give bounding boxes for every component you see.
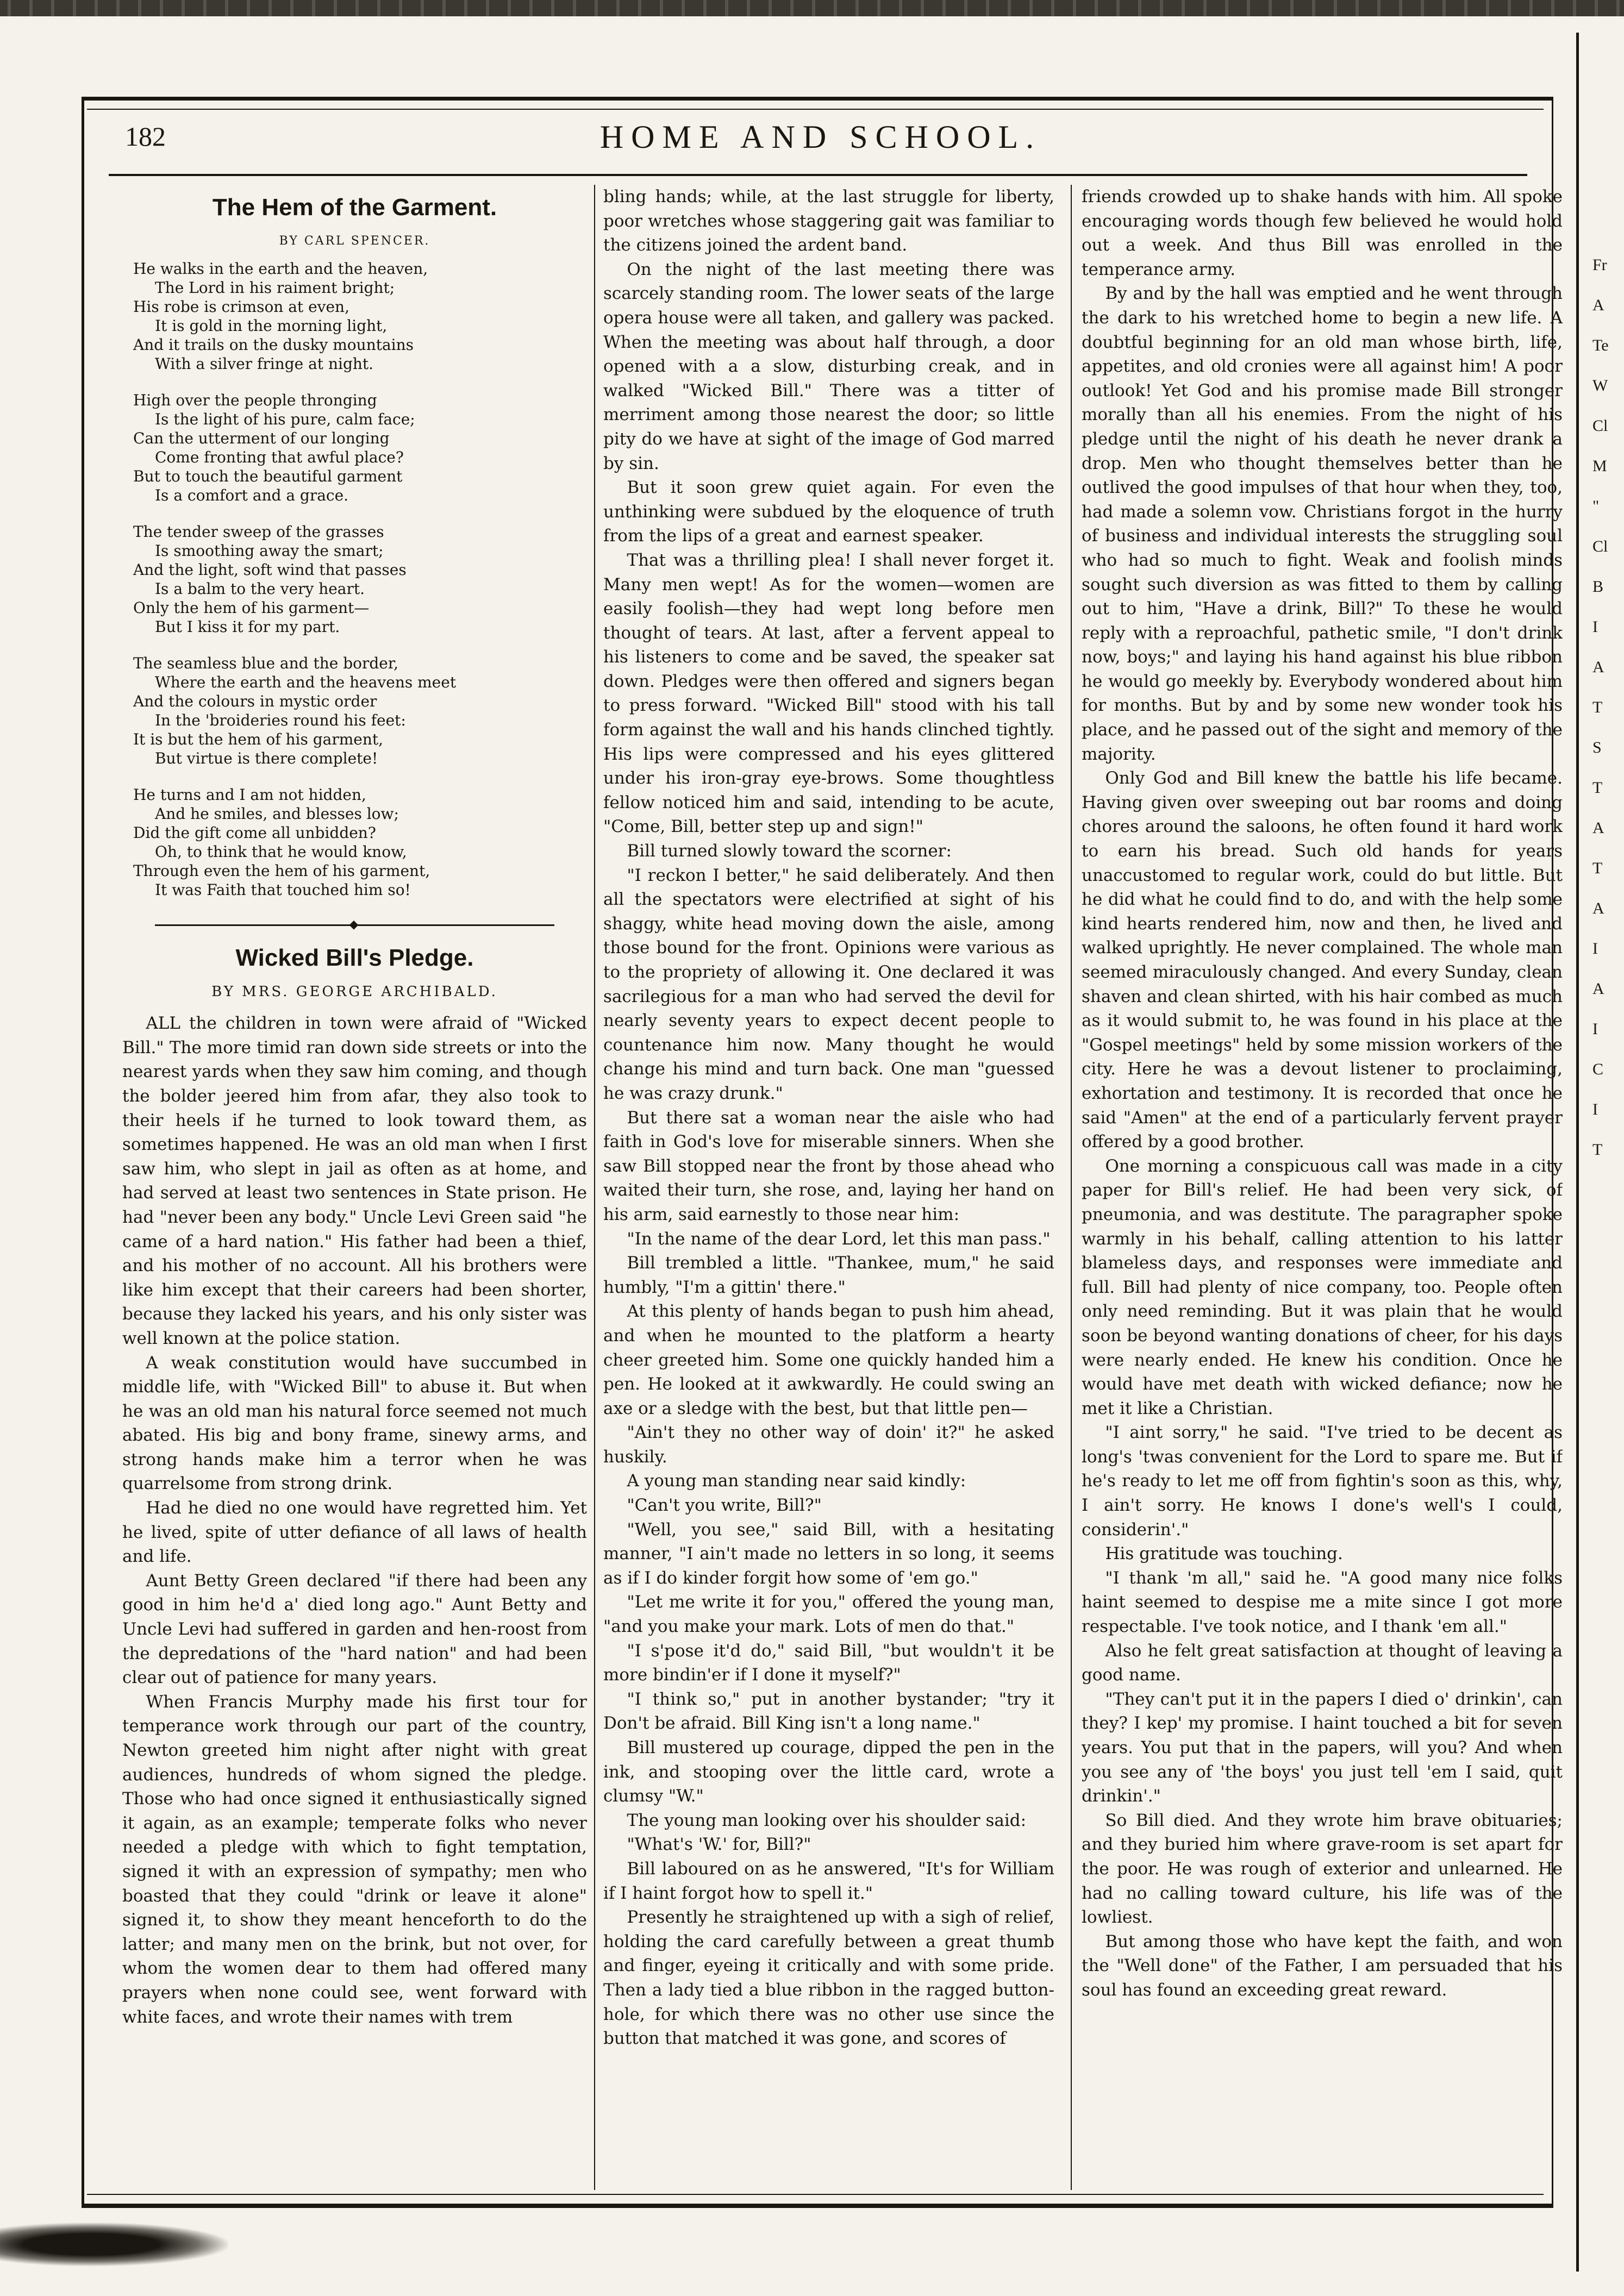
story-text-col1 xyxy=(122,1011,587,2029)
paragraph: Aunt Betty Green declared "if there had been any good in him he'd a' died long ago." Aunt Betty and Uncle Levi had suffered in garden and hen-roost from the depredations of the "hard nation" and had been clear out of patience for many years. xyxy=(122,1571,587,1688)
column-2 xyxy=(603,185,1054,2190)
paragraph: Had he died no one would have regretted him. Yet he lived, spite of utter defiance of all laws of health and life. xyxy=(122,1498,587,1567)
paragraph: "Let me write it for you," offered the young man, "and you make your mark. Lots of men do that." xyxy=(603,1592,1054,1637)
paragraph: Bill turned slowly toward the scorner: xyxy=(627,841,952,861)
poem-line: His robe is crimson at even, xyxy=(133,297,349,316)
poem-line: It is gold in the morning light, xyxy=(155,316,388,335)
poem-line: Where the earth and the heavens meet xyxy=(155,673,457,691)
poem-line: Is a balm to the very heart. xyxy=(155,579,365,598)
paragraph: "I aint sorry," he said. "I've tried to be decent as long's 'twas convenient for the Lord to spare me. But if he's ready to let me off from fightin's soon as this, why, I ain't sorry. He knows I done's well's I could, considerin'." xyxy=(1082,1423,1563,1540)
paragraph: Bill mustered up courage, dipped the pen in the ink, and stooping over the little card, wrote a clumsy "W." xyxy=(603,1738,1054,1806)
adjacent-page-text-fragment: Cl xyxy=(1592,537,1608,555)
poem-body xyxy=(122,259,587,899)
poem-stanza xyxy=(122,259,587,373)
masthead-title: HOME AND SCHOOL. xyxy=(599,119,1042,155)
paragraph: "They can't put it in the papers I died o' drinkin', can they? I kep' my promise. I haint touched a bit for seven years. You put that in the papers, will you? And when you see any of 'the boys' you just tell 'em I said, quit drinkin'." xyxy=(1082,1689,1563,1806)
paragraph: "Can't you write, Bill?" xyxy=(627,1496,822,1516)
paragraph: "Well, you see," said Bill, with a hesitating manner, "I ain't made no letters in so long, it seems as if I do kinder forgit how some of 'em go." xyxy=(603,1519,1054,1588)
adjacent-page-text-fragment: I xyxy=(1592,940,1598,958)
paragraph: "Ain't they no other way of doin' it?" he asked huskily. xyxy=(603,1423,1054,1467)
paragraph: When Francis Murphy made his first tour for temperance work through our part of the country, Newton greeted him night after night with great audiences, hundreds of whom signed the pledge. Those who had once signed it enthusiastically signed it again, as an example; temperate folks who never needed a pledge with which to fight temptation, signed it with an expression of sympathy; men who boasted that they could "drink or leave it alone" signed it, to show they meant henceforth to do the latter; and many men on the brink, but not over, for whom the women dear to them had offered many prayers when none could see, went forward with white faces, and wrote their names with trem xyxy=(122,1692,587,2027)
poem-line: It is but the hem of his garment, xyxy=(133,730,384,748)
poem-stanza xyxy=(122,522,587,636)
poem-byline: BY CARL SPENCER. xyxy=(279,234,430,248)
paragraph: On the night of the last meeting there was scarcely standing room. The lower seats of the large opera house were all taken, and gallery was packed. When the meeting was about half through, a door opened with a a slow, disturbing creak, and in walked "Wicked Bill." There was a titter of merriment among those nearest the door; so little pity do we have at sight of the image of God marred by sin. xyxy=(603,259,1054,473)
poem-line: The Lord in his raiment bright; xyxy=(155,278,395,297)
paragraph: That was a thrilling plea! I shall never forget it. Many men wept! As for the women—women are easily foolish—they had wept long before men thought of tears. At last, after a fervent appeal to his listeners to come and be saved, the speaker sat down. Pledges were then offered and signers began to press forward. "Wicked Bill" stood with his tall form against the wall and his hands clinched tightly. His lips were compressed and his eyes glittered under his iron-gray eye-brows. Some thoughtless fellow noticed him and said, intending to be acute, "Come, Bill, better step up and sign!" xyxy=(603,550,1054,837)
poem-line: It was Faith that touched him so! xyxy=(155,880,411,899)
poem-line: Is the light of his pure, calm face; xyxy=(155,410,415,428)
adjacent-page-text-fragment: I xyxy=(1592,1100,1598,1118)
page-top-edge xyxy=(0,0,1624,16)
poem-line: And the light, soft wind that passes xyxy=(133,560,407,579)
paragraph: Presently he straightened up with a sigh of relief, holding the card carefully between a great thumb and finger, eyeing it critically and with some pride. Then a lady tied a blue ribbon in the ragged button-hole, for which there was no other use since the button that matched it was gone, and scores of xyxy=(603,1907,1054,2049)
column-divider xyxy=(594,185,595,2190)
column-1 xyxy=(122,185,587,2190)
poem-line: Is smoothing away the smart; xyxy=(155,541,384,560)
adjacent-page-text-fragment: Fr xyxy=(1592,256,1607,274)
poem-line: High over the people thronging xyxy=(133,391,377,409)
adjacent-page-text-fragment: T xyxy=(1592,698,1603,716)
poem-line: With a silver fringe at night. xyxy=(155,354,374,373)
story-text-col2 xyxy=(603,185,1054,2051)
adjacent-page-text-fragment: T xyxy=(1592,779,1603,797)
poem-line: But I kiss it for my part. xyxy=(155,617,340,636)
poem-line: Did the gift come all unbidden? xyxy=(133,823,376,842)
paragraph: "I thank 'm all," said he. "A good many nice folks haint seemed to despise me a mite since I got more respectable. I've took notice, and I thank 'em all." xyxy=(1082,1568,1563,1637)
poem-line: But to touch the beautiful garment xyxy=(133,467,403,485)
paragraph: "In the name of the dear Lord, let this man pass." xyxy=(627,1229,1051,1249)
paragraph: But there sat a woman near the aisle who had faith in God's love for miserable sinners. When she saw Bill stopped near the front by those ahead who waited their turn, she rose, and, laying her hand on his arm, said earnestly to those near him: xyxy=(603,1108,1054,1224)
poem-line: He walks in the earth and the heaven, xyxy=(133,259,428,278)
adjacent-page-text-fragment: A xyxy=(1592,980,1604,998)
adjacent-page-text-fragment: I xyxy=(1592,1020,1598,1038)
ink-smudge xyxy=(0,2223,228,2266)
paragraph: Only God and Bill knew the battle his life became. Having given over sweeping out bar rooms and doing chores around the saloons, he often found it hard work to earn his bread. Such old hands for years unaccustomed to regular work, could do but little. But he did what he could find to do, and with the help some kind hearts rendered him, now and then, he lived and walked uprightly. He never complained. The whole man seemed miraculously changed. And every Sunday, clean shaven and clean shirted, with his hair combed as much as it would submit to, he was found in his place at the "Gospel meetings" held by some mission workers of the city. Here he was a devout listener to proclaiming, exhortation and testimony. It is recorded that once he said "Amen" at the end of a particularly fervent prayer offered by a good brother. xyxy=(1082,768,1563,1152)
poem-line: Only the hem of his garment— xyxy=(133,598,370,617)
adjacent-page-text-fragment: A xyxy=(1592,899,1604,917)
story-byline: BY MRS. GEORGE ARCHIBALD. xyxy=(211,983,498,1000)
adjacent-page-text-fragment: W xyxy=(1592,377,1608,395)
adjacent-page-text-fragment: T xyxy=(1592,859,1603,877)
section-divider-ornament: ◆ xyxy=(122,917,587,933)
poem-line: Is a comfort and a grace. xyxy=(155,486,349,504)
poem-line: But virtue is there complete! xyxy=(155,749,378,767)
paragraph: ALL the children in town were afraid of "Wicked Bill." The more timid ran down side streets or into the nearest yards when they saw him coming, and though the bolder jeered him from afar, they also took to their heels if he turned to look toward them, as sometimes happened. He was an old man when I first saw him, who slept in jail as often as at home, and had served at least two sentences in State prison. He had "never been any body." Uncle Levi Green said "he came of a hard nation." His father had been a thief, and his mother of no account. All his brothers were like him except that their careers had been shorter, because they lacked his years, and his only sister was well known at the police station. xyxy=(122,1014,587,1348)
paragraph: Bill trembled a little. "Thankee, mum," he said humbly, "I'm a gittin' there." xyxy=(603,1253,1054,1297)
adjacent-page-text-fragment: M xyxy=(1592,457,1607,475)
adjacent-page-text-fragment: I xyxy=(1592,618,1598,636)
paragraph: "I think so," put in another bystander; "try it Don't be afraid. Bill King isn't a long name." xyxy=(603,1689,1054,1734)
paragraph: Also he felt great satisfaction at thought of leaving a good name. xyxy=(1082,1641,1563,1685)
paragraph: At this plenty of hands began to push him ahead, and when he mounted to the platform a hearty cheer greeted him. Some one quickly handed him a pen. He looked at it awkwardly. He could swing an axe or a sledge with the best, but that little pen— xyxy=(603,1302,1054,1418)
adjacent-page-text-fragment: B xyxy=(1592,578,1604,596)
poem-line: The seamless blue and the border, xyxy=(133,654,399,672)
poem-line: Can the utterment of our longing xyxy=(133,429,390,447)
poem-line: Come fronting that awful place? xyxy=(155,448,404,466)
paragraph: Bill laboured on as he answered, "It's for William if I haint forgot how to spell it." xyxy=(603,1859,1054,1903)
poem-stanza xyxy=(122,785,587,899)
adjacent-page-text-fragment: S xyxy=(1592,739,1602,756)
paragraph: A weak constitution would have succumbed in middle life, with "Wicked Bill" to abuse it. But when he was an old man his natural force seemed not much abated. His big and bony frame, sinewy arms, and strong hands make him a terror when he was quarrelsome from strong drink. xyxy=(122,1353,587,1494)
poem-line: And it trails on the dusky mountains xyxy=(133,335,414,354)
page-header xyxy=(109,114,1533,168)
paragraph: The young man looking over his shoulder said: xyxy=(627,1810,1027,1830)
paragraph: "I s'pose it'd do," said Bill, "but wouldn't it be more bindin'er if I done it myself?" xyxy=(603,1641,1054,1685)
poem-line: In the 'broideries round his feet: xyxy=(155,711,406,729)
adjacent-page-text-fragment: T xyxy=(1592,1141,1603,1159)
adjacent-page-text-fragment: A xyxy=(1592,296,1604,314)
adjacent-page-text-fragment: A xyxy=(1592,819,1604,837)
poem-line: And he smiles, and blesses low; xyxy=(155,804,399,823)
adjacent-page-fragment xyxy=(1592,255,1624,2103)
poem-title: The Hem of the Garment. xyxy=(212,194,497,221)
adjacent-page-text-fragment: Te xyxy=(1592,336,1609,354)
paragraph: But among those who have kept the faith, and won the "Well done" of the Father, I am persuaded that his soul has found an exceeding great reward. xyxy=(1082,1931,1563,2000)
paragraph: By and by the hall was emptied and he went through the dark to his wretched home to begin a new life. A doubtful beginning for an old man whose birth, life, appetites, and old cronies were all against him! A poor outlook! Yet God and his promise made Bill stronger morally than all his enemies. From the night of his pledge until the night of his death he never drank a drop. Men who thought themselves better than he outlived the good impulses of that hour when they, too, had made a solemn vow. Christians forgot in the hurry of business and individual interests the struggling soul who had so much to fight. Weak and foolish minds sought such diversion as was fitted to them by calling out to him, "Have a drink, Bill?" To these he would reply with a reproachful, pathetic smile, "I don't drink now, boys;" and laying his hand against his blue ribbon he would go meekly by. Everybody wondered about him for months. But by and by some new wonder took his place, and he passed out of the sight and memory of the majority. xyxy=(1082,284,1563,764)
poem-stanza xyxy=(122,391,587,505)
adjacent-page-text-fragment: C xyxy=(1592,1060,1604,1078)
adjacent-page-rule xyxy=(1576,33,1579,2272)
adjacent-page-text-fragment: " xyxy=(1592,497,1600,515)
paragraph: "I reckon I better," he said deliberately. And then all the spectators were electrified at sight of his shaggy, white head moving down the aisle, among those bound for the front. Opinions were various as to the propriety of allowing it. One declared it was sacrilegious for a man who had served the devil for nearly seventy years to expect decent people to countenance him now. Many thought he would change his mind and turn back. One man "guessed he was crazy drunk." xyxy=(603,865,1054,1103)
adjacent-page-text-fragment: Cl xyxy=(1592,417,1608,435)
paragraph: But it soon grew quiet again. For even the unthinking were subdued by the eloquence of truth from the lips of a great and earnest speaker. xyxy=(603,478,1054,546)
paragraph: His gratitude was touching. xyxy=(1105,1544,1343,1564)
paragraph: So Bill died. And they wrote him brave obituaries; and they buried him where grave-room is set apart for the poor. He was rough of exterior and unlearned. He had no calling toward culture, his life was of the lowliest. xyxy=(1082,1810,1563,1928)
story-title: Wicked Bill's Pledge. xyxy=(235,944,474,971)
poem-line: And the colours in mystic order xyxy=(133,692,377,710)
column-divider xyxy=(1071,185,1072,2190)
poem-line: Through even the hem of his garment, xyxy=(133,861,430,880)
page-number: 182 xyxy=(125,121,166,152)
column-3 xyxy=(1082,185,1563,2190)
paragraph: friends crowded up to shake hands with him. All spoke encouraging words though few believed he would hold out a week. And thus Bill was enrolled in the temperance army. xyxy=(1082,187,1563,279)
poem-stanza xyxy=(122,654,587,768)
paragraph: bling hands; while, at the last struggle for liberty, poor wretches whose staggering gait was familiar to the citizens joined the ardent band. xyxy=(603,187,1054,255)
paragraph: A young man standing near said kindly: xyxy=(627,1471,966,1491)
paragraph: "What's 'W.' for, Bill?" xyxy=(627,1835,811,1855)
story-text-col3 xyxy=(1082,185,1563,2003)
paragraph: One morning a conspicuous call was made in a city paper for Bill's relief. He had been very sick, of pneumonia, and was destitute. The paragrapher spoke warmly in his behalf, calling attention to his latter blameless days, and responses were immediate and full. Bill had plenty of nice company, too. People often only need reminding. But it was plain that he would soon be beyond wanting donations of cheer, for his days were nearly ended. He knew his condition. Once he would have met death with wicked defiance; now he met it like a Christian. xyxy=(1082,1156,1563,1418)
poem-line: The tender sweep of the grasses xyxy=(133,522,384,541)
header-rule xyxy=(109,174,1527,176)
adjacent-page-text-fragment: A xyxy=(1592,658,1604,676)
poem-line: He turns and I am not hidden, xyxy=(133,785,366,804)
poem-line: Oh, to think that he would know, xyxy=(155,842,407,861)
